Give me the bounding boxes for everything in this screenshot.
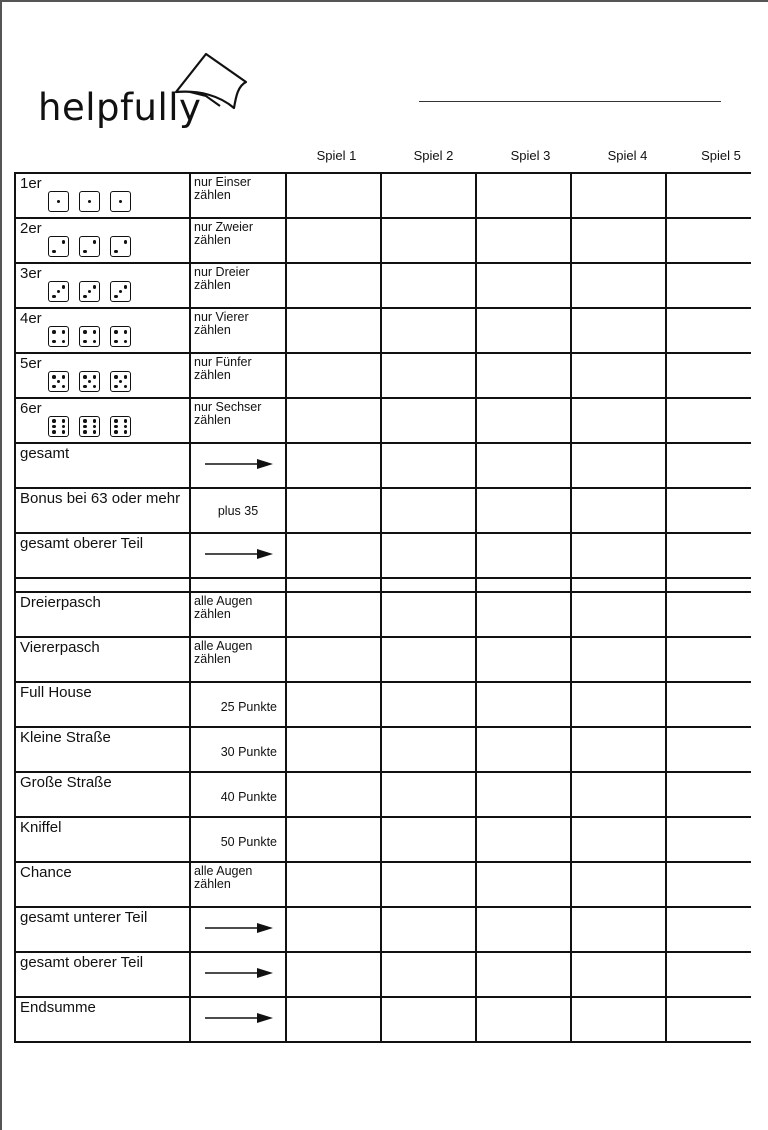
dice-flag-icon [170,52,250,112]
row-rule-cell [190,263,286,308]
score-cell-spiel-1[interactable] [286,772,381,817]
row-rule-cell [190,353,286,398]
die-face-4-icon [79,326,100,347]
score-cell-spiel-2[interactable] [381,772,476,817]
score-cell-spiel-1[interactable] [286,308,381,353]
row-rule-text: alle Augen zählen [194,864,253,891]
score-cell-spiel-3[interactable] [476,578,571,592]
score-cell-spiel-1[interactable] [286,173,381,218]
row-label: Chance [20,864,72,881]
score-cell-spiel-1[interactable] [286,817,381,862]
bonus-value-text: plus 35 [217,504,259,518]
score-cell-spiel-3[interactable] [476,173,571,218]
score-cell-spiel-2[interactable] [381,443,476,488]
score-cell-spiel-2[interactable] [381,578,476,592]
row-2er [15,218,751,263]
row-label-cell [15,907,190,952]
row-label-cell [15,862,190,907]
die-face-6-icon [79,416,100,437]
row-label-cell [15,952,190,997]
die-face-6-icon [110,416,131,437]
row-rule-cell [190,578,286,592]
row-kniffel [15,817,751,862]
score-cell-spiel-3[interactable] [476,308,571,353]
row-label-cell [15,578,190,592]
row-gesamt [15,443,751,488]
row-label: Bonus bei 63 oder mehr [20,490,181,507]
row-rule-cell [190,592,286,637]
score-cell-spiel-1[interactable] [286,578,381,592]
row-rule-cell [190,533,286,578]
score-cell-spiel-3[interactable] [476,533,571,578]
score-cell-spiel-1[interactable] [286,907,381,952]
row-label: 3er [20,265,42,282]
score-cell-spiel-3[interactable] [476,443,571,488]
score-cell-spiel-1[interactable] [286,398,381,443]
die-face-2-icon [110,236,131,257]
die-face-1-icon [110,191,131,212]
row-gesamt-oberer-teil-2 [15,952,751,997]
row-rule-cell [190,443,286,488]
score-cell-spiel-4[interactable] [571,862,666,907]
score-cell-spiel-3[interactable] [476,862,571,907]
row-rule-cell [190,907,286,952]
score-cell-spiel-5[interactable] [666,727,751,772]
score-cell-spiel-3[interactable] [476,398,571,443]
score-cell-spiel-5[interactable] [666,637,751,682]
die-face-1-icon [48,191,69,212]
die-face-5-icon [79,371,100,392]
row-label-cell [15,533,190,578]
score-cell-spiel-5[interactable] [666,907,751,952]
arrow-right-icon [205,458,273,470]
score-cell-spiel-3[interactable] [476,682,571,727]
row-label: gesamt oberer Teil [20,535,144,552]
score-cell-spiel-4[interactable] [571,682,666,727]
score-table [14,172,751,1043]
die-face-5-icon [48,371,69,392]
row-rule-text: nur Dreier zählen [194,265,250,292]
score-cell-spiel-3[interactable] [476,817,571,862]
score-cell-spiel-1[interactable] [286,488,381,533]
row-rule-cell [190,727,286,772]
arrow-right-icon [205,967,273,979]
die-face-3-icon [79,281,100,302]
row-große-straße [15,772,751,817]
header-spiel-3: Spiel 3 [510,148,551,163]
row-label-cell [15,218,190,263]
die-face-1-icon [79,191,100,212]
row-points-text: 40 Punkte [220,790,277,804]
row-points-text: 50 Punkte [220,835,277,849]
die-face-2-icon [48,236,69,257]
score-cell-spiel-3[interactable] [476,218,571,263]
row-rule-text: alle Augen zählen [194,639,253,666]
score-cell-spiel-4[interactable] [571,398,666,443]
row-label-cell [15,682,190,727]
score-cell-spiel-5[interactable] [666,533,751,578]
score-cell-spiel-4[interactable] [571,817,666,862]
score-cell-spiel-2[interactable] [381,533,476,578]
row-rule-text: nur Sechser zählen [194,400,262,427]
row-label-cell [15,772,190,817]
row-label-cell [15,637,190,682]
row-chance [15,862,751,907]
score-cell-spiel-3[interactable] [476,727,571,772]
die-face-6-icon [48,416,69,437]
score-cell-spiel-5[interactable] [666,443,751,488]
score-cell-spiel-1[interactable] [286,443,381,488]
row-label-cell [15,398,190,443]
score-cell-spiel-1[interactable] [286,862,381,907]
score-cell-spiel-2[interactable] [381,353,476,398]
row-label: gesamt oberer Teil [20,954,144,971]
score-cell-spiel-1[interactable] [286,353,381,398]
score-cell-spiel-4[interactable] [571,533,666,578]
row-full-house [15,682,751,727]
score-cell-spiel-1[interactable] [286,997,381,1042]
score-cell-spiel-3[interactable] [476,772,571,817]
row-rule-cell [190,817,286,862]
score-cell-spiel-2[interactable] [381,637,476,682]
score-cell-spiel-4[interactable] [571,727,666,772]
dice-group [48,371,189,392]
score-cell-spiel-1[interactable] [286,727,381,772]
score-cell-spiel-5[interactable] [666,488,751,533]
score-cell-spiel-4[interactable] [571,263,666,308]
score-cell-spiel-5[interactable] [666,592,751,637]
score-cell-spiel-2[interactable] [381,218,476,263]
row-1er [15,173,751,218]
row-rule-cell [190,308,286,353]
row-label-cell [15,308,190,353]
row-rule-cell [190,218,286,263]
row-5er [15,353,751,398]
score-cell-spiel-4[interactable] [571,443,666,488]
dice-group [48,236,189,257]
score-cell-spiel-2[interactable] [381,817,476,862]
row-rule-text: nur Einser zählen [194,175,251,202]
score-cell-spiel-2[interactable] [381,907,476,952]
score-cell-spiel-1[interactable] [286,592,381,637]
row-label-cell [15,817,190,862]
row-endsumme [15,997,751,1042]
row-label: 1er [20,175,42,192]
row-3er [15,263,751,308]
score-cell-spiel-5[interactable] [666,578,751,592]
row-label-cell [15,592,190,637]
die-face-3-icon [110,281,131,302]
row-points-text: 25 Punkte [220,700,277,714]
score-cell-spiel-2[interactable] [381,488,476,533]
score-cell-spiel-3[interactable] [476,488,571,533]
row-rule-cell [190,952,286,997]
score-cell-spiel-3[interactable] [476,952,571,997]
row-label-cell [15,997,190,1042]
score-cell-spiel-5[interactable] [666,862,751,907]
row-dreierpasch [15,592,751,637]
score-cell-spiel-4[interactable] [571,308,666,353]
score-cell-spiel-4[interactable] [571,353,666,398]
row-label: gesamt [20,445,70,462]
score-cell-spiel-5[interactable] [666,682,751,727]
row-rule-cell [190,488,286,533]
row-label: Dreierpasch [20,594,101,611]
row-6er [15,398,751,443]
score-cell-spiel-5[interactable] [666,218,751,263]
row-rule-cell [190,637,286,682]
die-face-2-icon [79,236,100,257]
row-rule-text: nur Zweier zählen [194,220,254,247]
row-label: Kleine Straße [20,729,111,746]
score-cell-spiel-1[interactable] [286,218,381,263]
score-cell-spiel-3[interactable] [476,907,571,952]
score-cell-spiel-5[interactable] [666,952,751,997]
score-cell-spiel-2[interactable] [381,308,476,353]
arrow-right-icon [205,1012,273,1024]
player-name-line[interactable] [419,101,721,102]
row-label: gesamt unterer Teil [20,909,148,926]
score-cell-spiel-4[interactable] [571,578,666,592]
row-rule-cell [190,997,286,1042]
score-cell-spiel-3[interactable] [476,353,571,398]
dice-group [48,326,189,347]
arrow-right-icon [205,922,273,934]
score-cell-spiel-5[interactable] [666,263,751,308]
row-label-cell [15,263,190,308]
row-viererpasch [15,637,751,682]
die-face-4-icon [110,326,131,347]
score-cell-spiel-2[interactable] [381,173,476,218]
score-cell-spiel-3[interactable] [476,997,571,1042]
score-cell-spiel-3[interactable] [476,592,571,637]
row-rule-cell [190,772,286,817]
score-cell-spiel-2[interactable] [381,952,476,997]
header-spiel-1: Spiel 1 [316,148,357,163]
score-cell-spiel-4[interactable] [571,907,666,952]
row-rule-cell [190,682,286,727]
score-cell-spiel-4[interactable] [571,488,666,533]
row-rule-cell [190,862,286,907]
row-label: Viererpasch [20,639,100,656]
row-kleine-straße [15,727,751,772]
score-cell-spiel-2[interactable] [381,398,476,443]
score-cell-spiel-3[interactable] [476,263,571,308]
score-cell-spiel-5[interactable] [666,308,751,353]
dice-group [48,281,189,302]
score-cell-spiel-2[interactable] [381,682,476,727]
row-label: 6er [20,400,42,417]
score-cell-spiel-5[interactable] [666,997,751,1042]
score-cell-spiel-5[interactable] [666,817,751,862]
row-label: 5er [20,355,42,372]
score-cell-spiel-1[interactable] [286,637,381,682]
score-cell-spiel-2[interactable] [381,727,476,772]
score-cell-spiel-2[interactable] [381,263,476,308]
score-cell-spiel-2[interactable] [381,997,476,1042]
row-label: 4er [20,310,42,327]
row-rule-text: nur Vierer zählen [194,310,249,337]
brand-logo: helpfully [38,86,202,129]
row-label: Kniffel [20,819,62,836]
score-cell-spiel-5[interactable] [666,398,751,443]
row-4er [15,308,751,353]
row-label-cell [15,727,190,772]
score-cell-spiel-4[interactable] [571,772,666,817]
score-cell-spiel-4[interactable] [571,637,666,682]
score-cell-spiel-3[interactable] [476,637,571,682]
row-label-cell [15,353,190,398]
row-label: 2er [20,220,42,237]
row-points-text: 30 Punkte [220,745,277,759]
row-gesamt-unterer-teil [15,907,751,952]
row-rule-cell [190,398,286,443]
score-cell-spiel-2[interactable] [381,592,476,637]
score-cell-spiel-4[interactable] [571,592,666,637]
row-gesamt-oberer-teil [15,533,751,578]
header-spiel-4: Spiel 4 [607,148,648,163]
arrow-right-icon [205,548,273,560]
score-cell-spiel-1[interactable] [286,952,381,997]
row-label-cell [15,173,190,218]
dice-group [48,416,189,437]
score-cell-spiel-4[interactable] [571,997,666,1042]
score-cell-spiel-4[interactable] [571,173,666,218]
score-cell-spiel-5[interactable] [666,353,751,398]
header-spiel-2: Spiel 2 [413,148,454,163]
die-face-5-icon [110,371,131,392]
row-rule-text: nur Fünfer zählen [194,355,252,382]
score-cell-spiel-4[interactable] [571,218,666,263]
row-bonus [15,488,751,533]
score-cell-spiel-5[interactable] [666,772,751,817]
row-label-cell [15,443,190,488]
row-label: Full House [20,684,92,701]
score-cell-spiel-2[interactable] [381,862,476,907]
dice-group [48,191,189,212]
score-cell-spiel-4[interactable] [571,952,666,997]
row-rule-text: alle Augen zählen [194,594,253,621]
row-spacer [15,578,751,592]
row-label: Endsumme [20,999,96,1016]
score-cell-spiel-1[interactable] [286,533,381,578]
score-cell-spiel-1[interactable] [286,263,381,308]
row-label-cell [15,488,190,533]
die-face-3-icon [48,281,69,302]
header-spiel-5: Spiel 5 [701,148,741,163]
score-cell-spiel-5[interactable] [666,173,751,218]
score-cell-spiel-1[interactable] [286,682,381,727]
die-face-4-icon [48,326,69,347]
row-rule-cell [190,173,286,218]
row-label: Große Straße [20,774,112,791]
